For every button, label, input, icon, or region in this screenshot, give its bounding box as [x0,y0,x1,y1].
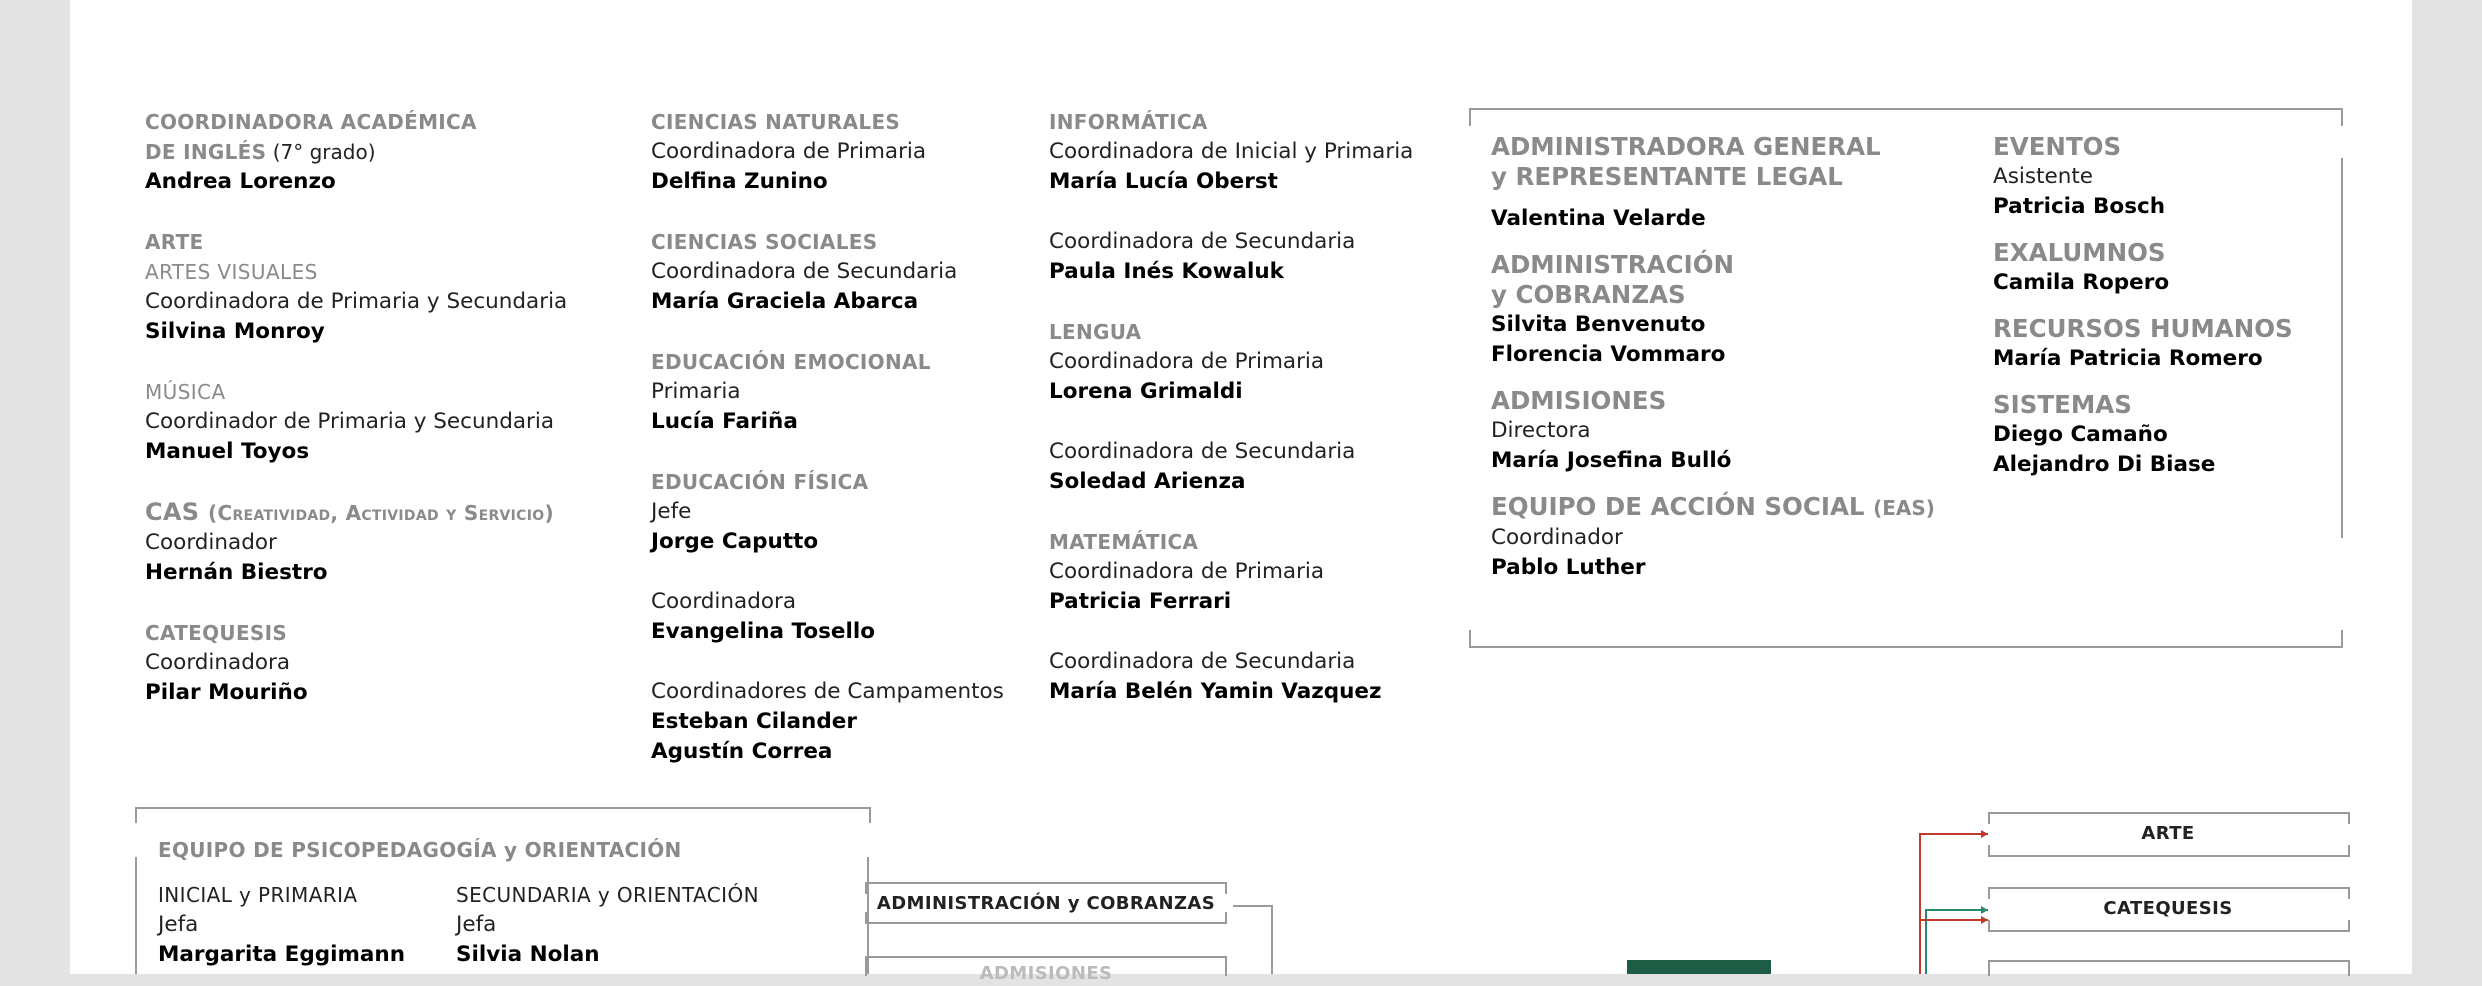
role-ef-jefe: Jefe [651,499,692,524]
name-sistemas-2: Alejandro Di Biase [1993,452,2216,477]
psico-frame-top [135,807,871,823]
heading-ciencias-naturales: CIENCIAS NATURALES [651,110,901,134]
arrowhead-catequesis-red [1981,916,1988,924]
name-cobranzas-2: Florencia Vommaro [1491,342,1726,367]
chart-label-arte: ARTE [2141,823,2195,844]
role-ef-campamentos: Coordinadores de Campamentos [651,679,1004,704]
name-eas: Pablo Luther [1491,555,1646,580]
admin-left-column [1491,132,1935,583]
heading-ciencias-sociales: CIENCIAS SOCIALES [651,230,878,254]
psico-right-column [456,880,759,970]
name-lengua-secundaria: Soledad Arienza [1049,469,1246,494]
column-1 [145,107,567,708]
sub-inicial-primaria: INICIAL y PRIMARIA [158,883,358,907]
name-rrhh: María Patricia Romero [1993,346,2263,371]
name-ciencias-naturales: Delfina Zunino [651,169,828,194]
role-lengua-secundaria: Coordinadora de Secundaria [1049,439,1356,464]
admin-frame-top [1469,108,2343,126]
name-exalumnos: Camila Ropero [1993,270,2170,295]
name-cobranzas-1: Silvita Benvenuto [1491,312,1706,337]
role-admisiones: Directora [1491,418,1591,443]
heading-informatica: INFORMÁTICA [1049,110,1208,134]
arrowhead-catequesis [1981,906,1988,914]
name-educacion-emocional: Lucía Fariña [651,409,798,434]
name-ef-campamentos-2: Agustín Correa [651,739,833,764]
heading-exalumnos: EXALUMNOS [1993,238,2166,267]
role-eas: Coordinador [1491,525,1623,550]
name-ciencias-sociales: María Graciela Abarca [651,289,919,314]
role-matematica-secundaria: Coordinadora de Secundaria [1049,649,1356,674]
name-admin-general: Valentina Velarde [1491,206,1706,231]
grade-note: (7° grado) [266,140,376,164]
heading-cas: CAS (Creatividad, Actividad y Servicio) [145,498,554,526]
role-artes-visuales: Coordinadora de Primaria y Secundaria [145,289,568,314]
role-informatica-secundaria: Coordinadora de Secundaria [1049,229,1356,254]
chart-box-catequesis-bottom [1988,920,2350,932]
connector-cobranzas-h [1233,905,1273,907]
name-artes-visuales: Silvina Monroy [145,319,325,344]
name-informatica-secundaria: Paula Inés Kowaluk [1049,259,1284,284]
chart-connectors [1910,820,1990,974]
name-sistemas-1: Diego Camaño [1993,422,2168,447]
column-2 [651,107,1004,767]
admin-right-column [1993,132,2293,480]
role-educacion-emocional: Primaria [651,379,741,404]
arrowhead-arte [1981,830,1988,838]
name-lengua-primaria: Lorena Grimaldi [1049,379,1243,404]
role-informatica-primaria: Coordinadora de Inicial y Primaria [1049,139,1414,164]
heading-cobranzas-line1: ADMINISTRACIÓN [1491,250,1735,279]
name-catequesis: Pilar Mouriño [145,680,308,705]
heading-educacion-fisica: EDUCACIÓN FÍSICA [651,470,869,494]
role-psico-secundaria: Jefa [456,912,497,937]
heading-psicopedagogia: EQUIPO DE PSICOPEDAGOGÍA y ORIENTACIÓN [158,838,682,862]
heading-lengua: LENGUA [1049,320,1142,344]
heading-admin-general-line1: ADMINISTRADORA GENERAL [1491,132,1881,161]
org-chart-page [70,0,2412,984]
connector-red-arte [1920,834,1988,974]
heading-matematica: MATEMÁTICA [1049,530,1199,554]
heading-admisiones: ADMISIONES [1491,386,1667,415]
name-ef-coordinadora: Evangelina Tosello [651,619,875,644]
role-lengua-primaria: Coordinadora de Primaria [1049,349,1325,374]
role-musica: Coordinador de Primaria y Secundaria [145,409,555,434]
name-psico-secundaria: Silvia Nolan [456,942,600,967]
heading-educacion-emocional: EDUCACIÓN EMOCIONAL [651,350,931,374]
heading-eventos: EVENTOS [1993,132,2122,161]
heading-cobranzas-line2: y COBRANZAS [1491,280,1686,309]
role-ciencias-naturales: Coordinadora de Primaria [651,139,927,164]
name-psico-inicial: Margarita Eggimann [158,942,406,967]
name-informatica-primaria: María Lucía Oberst [1049,169,1278,194]
role-ef-coordinadora: Coordinadora [651,589,797,614]
heading-sistemas: SISTEMAS [1993,390,2132,419]
name-ef-jefe: Jorge Caputto [651,529,819,554]
name-matematica-primaria: Patricia Ferrari [1049,589,1232,614]
chart-label-cobranzas: ADMINISTRACIÓN y COBRANZAS [876,893,1216,914]
psico-title-block [158,835,682,865]
green-node-box [1627,960,1771,974]
role-matematica-primaria: Coordinadora de Primaria [1049,559,1325,584]
heading-admin-general-line2: y REPRESENTANTE LEGAL [1491,162,1843,191]
admin-frame-bottom [1469,630,2343,648]
name-eventos: Patricia Bosch [1993,194,2166,219]
name-musica: Manuel Toyos [145,439,310,464]
heading-coord-ingles-line1: COORDINADORA ACADÉMICA [145,110,477,134]
sub-artes-visuales: ARTES VISUALES [145,260,318,284]
chart-label-catequesis: CATEQUESIS [2103,898,2233,919]
name-matematica-secundaria: María Belén Yamin Vazquez [1049,679,1382,704]
psico-frame-left-line [135,857,137,974]
role-catequesis: Coordinadora [145,650,291,675]
heading-catequesis: CATEQUESIS [145,621,288,645]
heading-arte: ARTE [145,230,204,254]
column-3 [1049,107,1413,707]
name-ef-campamentos-1: Esteban Cilander [651,709,857,734]
heading-coord-ingles-line2: DE INGLÉS (7° grado) [145,140,376,164]
name-coord-ingles: Andrea Lorenzo [145,169,336,194]
sub-secundaria-orientacion: SECUNDARIA y ORIENTACIÓN [456,883,759,907]
name-cas: Hernán Biestro [145,560,328,585]
role-ciencias-sociales: Coordinadora de Secundaria [651,259,958,284]
connector-cobranzas-v [1271,905,1273,974]
chart-label-admisiones: ADMISIONES [979,963,1113,984]
role-psico-inicial: Jefa [158,912,199,937]
heading-rrhh: RECURSOS HUMANOS [1993,314,2293,343]
heading-eas: EQUIPO DE ACCIÓN SOCIAL (EAS) [1491,492,1935,521]
sub-musica: MÚSICA [145,380,226,404]
admin-frame-right-line [2341,158,2343,538]
psico-left-column [158,880,405,970]
role-eventos: Asistente [1993,164,2094,189]
role-cas: Coordinador [145,530,277,555]
name-admisiones: María Josefina Bulló [1491,448,1732,473]
chart-box-arte-bottom [1988,845,2350,857]
